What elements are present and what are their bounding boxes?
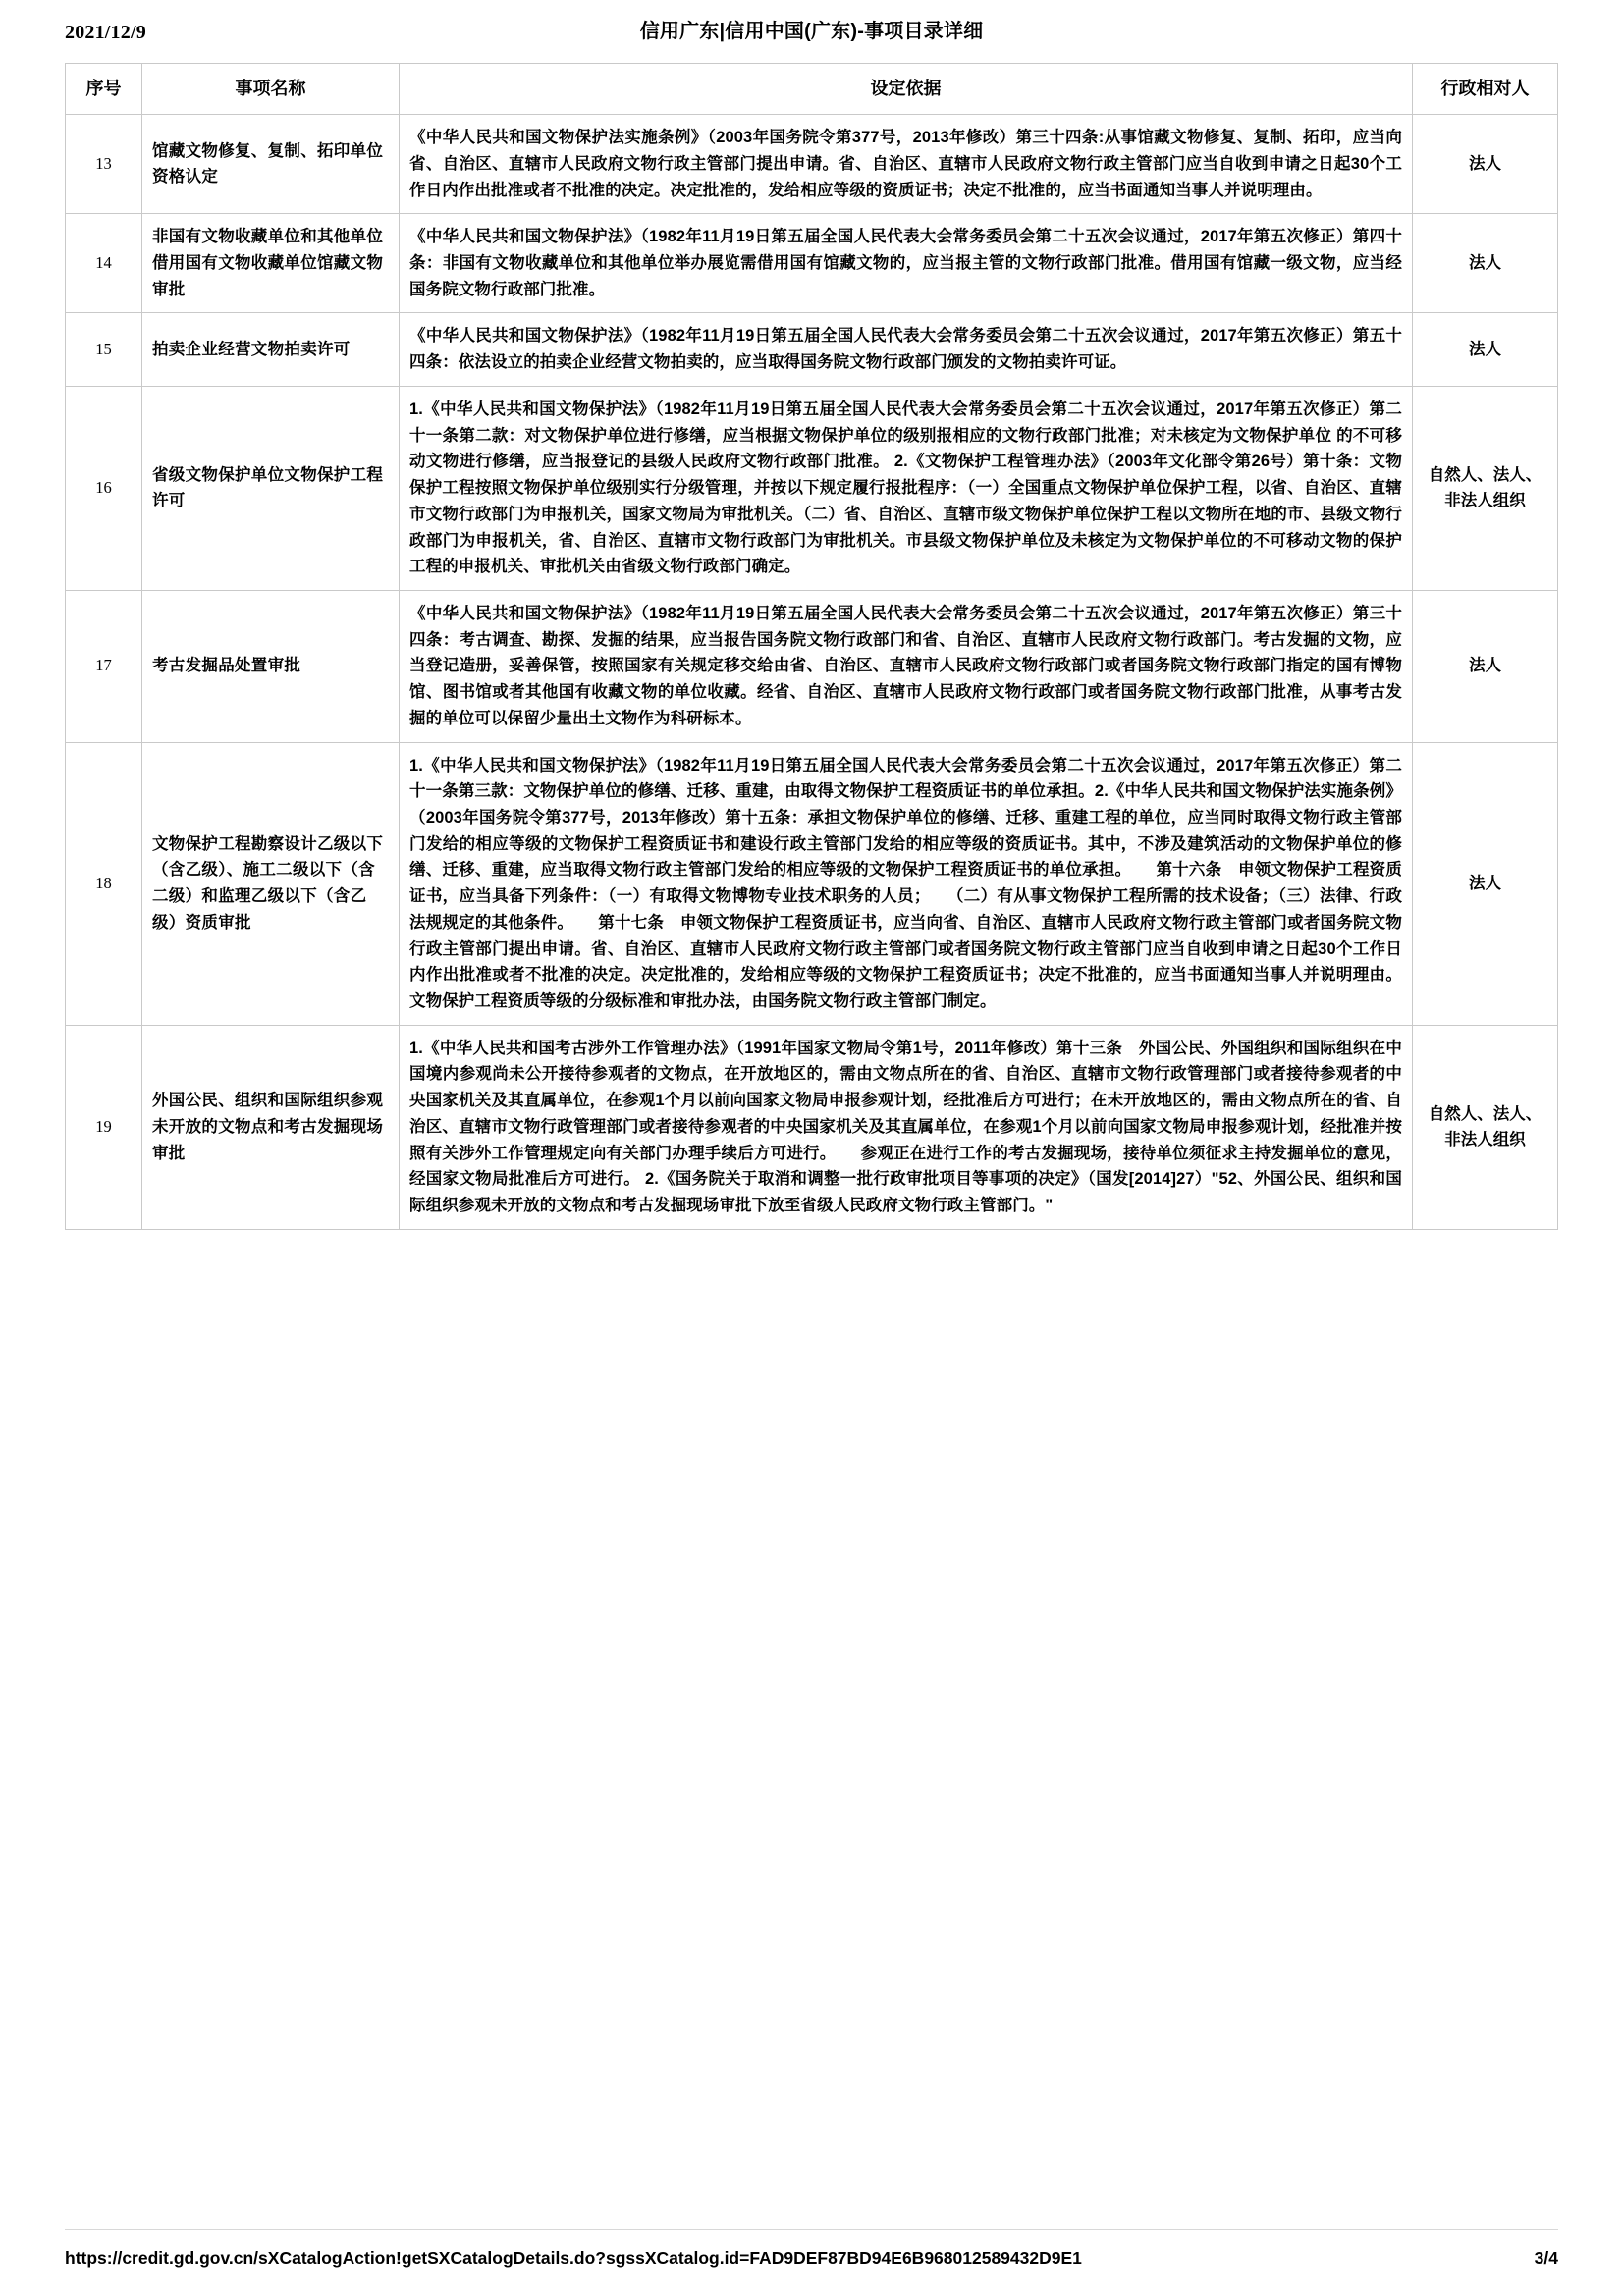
cell-legal-basis: 1.《中华人民共和国考古涉外工作管理办法》（1991年国家文物局令第1号，2011年修改）第十三条 外国公民、外国组织和国际组织在中国境内参观尚未公开接待参观者的文物点，在开放地区的，需由文物点所在的省、自治区、直辖市文物行政管理部门或者接待参观者的中央国家机关及其直属单位，在参观1个月以前向国家文物局申报参观计划，经批准后方可进行；在未开放地区的，需由文物点所在的省、自治区、直辖市文物行政管理部门或者接待参观者的中央国家机关及其直属单位，在参观1个月以前向国家文物局申报参观计划，经批准并按照有关涉外工作管理规定向有关部门办理手续后方可进行。 参观正在进行工作的考古发掘现场，接待单位须征求主持发掘单位的意见，经国家文物局批准后方可进行。 2.《国务院关于取消和调整一批行政审批项目等事项的决定》（国发[2014]27）"52、外国公民、组织和国际组织参观未开放的文物点和考古发掘现场审批下放至省级人民政府文物行政主管部门。" xyxy=(400,1025,1413,1229)
cell-legal-basis: 1.《中华人民共和国文物保护法》（1982年11月19日第五届全国人民代表大会常务委员会第二十五次会议通过，2017年第五次修正）第二十一条第二款：对文物保护单位进行修缮，应当根据文物保护单位的级别报相应的文物行政部门批准；对未核定为文物保护单位 的不可移动文物进行修缮，应当报登记的县级人民政府文物行政部门批准。 2.《文物保护工程管理办法》（2003年文化部令第26号）第十条：文物保护工程按照文物保护单位级别实行分级管理，并按以下规定履行报批程序：（一）全国重点文物保护单位保护工程，以省、自治区、直辖市文物行政部门为申报机关，国家文物局为审批机关。（二）省、自治区、直辖市级文物保护单位保护工程以文物所在地的市、县级文物行政部门为申报机关，省、自治区、直辖市文物行政部门为审批机关。市县级文物保护单位及未核定为文物保护单位的不可移动文物的保护工程的申报机关、审批机关由省级文物行政部门确定。 xyxy=(400,386,1413,590)
cell-administrative-party: 法人 xyxy=(1413,313,1558,386)
cell-sequence-number: 13 xyxy=(66,115,142,214)
table-head xyxy=(66,64,1558,115)
cell-item-name: 拍卖企业经营文物拍卖许可 xyxy=(142,313,400,386)
cell-administrative-party: 法人 xyxy=(1413,742,1558,1025)
table-row xyxy=(66,386,1558,590)
cell-administrative-party: 法人 xyxy=(1413,115,1558,214)
cell-sequence-number: 14 xyxy=(66,214,142,313)
cell-legal-basis: 1.《中华人民共和国文物保护法》（1982年11月19日第五届全国人民代表大会常务委员会第二十五次会议通过，2017年第五次修正）第二十一条第三款：文物保护单位的修缮、迁移、重建，由取得文物保护工程资质证书的单位承担。2.《中华人民共和国文物保护法实施条例》（2003年国务院令第377号，2013年修改）第十五条：承担文物保护单位的修缮、迁移、重建工程的单位，应当同时取得文物行政主管部门发给的相应等级的文物保护工程资质证书和建设行政主管部门发给的相应等级的资质证书。其中，不涉及建筑活动的文物保护单位的修缮、迁移、重建，应当取得文物行政主管部门发给的相应等级的文物保护工程资质证书的单位承担。 第十六条 申领文物保护工程资质证书，应当具备下列条件：（一）有取得文物博物专业技术职务的人员； （二）有从事文物保护工程所需的技术设备；（三）法律、行政法规规定的其他条件。 第十七条 申领文物保护工程资质证书，应当向省、自治区、直辖市人民政府文物行政主管部门或者国务院文物行政主管部门提出申请。省、自治区、直辖市人民政府文物行政主管部门或者国务院文物行政主管部门应当自收到申请之日起30个工作日内作出批准或者不批准的决定。决定批准的，发给相应等级的文物保护工程资质证书；决定不批准的，应当书面通知当事人并说明理由。文物保护工程资质等级的分级标准和审批办法，由国务院文物行政主管部门制定。 xyxy=(400,742,1413,1025)
cell-sequence-number: 19 xyxy=(66,1025,142,1229)
table-row xyxy=(66,313,1558,386)
cell-legal-basis: 《中华人民共和国文物保护法实施条例》（2003年国务院令第377号，2013年修改）第三十四条:从事馆藏文物修复、复制、拓印，应当向省、自治区、直辖市人民政府文物行政主管部门提出申请。省、自治区、直辖市人民政府文物行政主管部门应当自收到申请之日起30个工作日内作出批准或者不批准的决定。决定批准的，发给相应等级的资质证书；决定不批准的，应当书面通知当事人并说明理由。 xyxy=(400,115,1413,214)
table-header-row xyxy=(66,64,1558,115)
print-date: 2021/12/9 xyxy=(65,22,146,43)
cell-item-name: 考古发掘品处置审批 xyxy=(142,590,400,742)
footer-divider xyxy=(65,2229,1558,2230)
cell-sequence-number: 18 xyxy=(66,742,142,1025)
cell-administrative-party: 自然人、法人、非法人组织 xyxy=(1413,1025,1558,1229)
cell-administrative-party: 法人 xyxy=(1413,590,1558,742)
table-row xyxy=(66,742,1558,1025)
column-header-name: 事项名称 xyxy=(142,64,400,115)
page-footer xyxy=(0,2229,1623,2269)
source-url: https://credit.gd.gov.cn/sXCatalogAction!getSXCatalogDetails.do?sgssXCatalog.id=FAD9DEF87BD94E6B968012589432D9E1 xyxy=(65,2248,1082,2268)
cell-item-name: 文物保护工程勘察设计乙级以下（含乙级）、施工二级以下（含二级）和监理乙级以下（含乙级）资质审批 xyxy=(142,742,400,1025)
cell-legal-basis: 《中华人民共和国文物保护法》（1982年11月19日第五届全国人民代表大会常务委员会第二十五次会议通过，2017年第五次修正）第五十四条：依法设立的拍卖企业经营文物拍卖的，应当取得国务院文物行政部门颁发的文物拍卖许可证。 xyxy=(400,313,1413,386)
cell-sequence-number: 17 xyxy=(66,590,142,742)
table-body xyxy=(66,115,1558,1230)
page-number: 3/4 xyxy=(1534,2248,1558,2268)
document-title: 信用广东|信用中国(广东)-事项目录详细 xyxy=(639,20,984,42)
cell-administrative-party: 自然人、法人、非法人组织 xyxy=(1413,386,1558,590)
cell-item-name: 非国有文物收藏单位和其他单位借用国有文物收藏单位馆藏文物审批 xyxy=(142,214,400,313)
cell-item-name: 省级文物保护单位文物保护工程许可 xyxy=(142,386,400,590)
table-row xyxy=(66,214,1558,313)
running-head xyxy=(0,0,1623,57)
footer-row xyxy=(65,2248,1558,2269)
cell-item-name: 馆藏文物修复、复制、拓印单位资格认定 xyxy=(142,115,400,214)
table-row xyxy=(66,1025,1558,1229)
cell-item-name: 外国公民、组织和国际组织参观未开放的文物点和考古发掘现场审批 xyxy=(142,1025,400,1229)
cell-sequence-number: 15 xyxy=(66,313,142,386)
cell-administrative-party: 法人 xyxy=(1413,214,1558,313)
catalog-table-wrapper xyxy=(0,63,1623,1230)
table-row xyxy=(66,590,1558,742)
column-header-seq: 序号 xyxy=(66,64,142,115)
cell-sequence-number: 16 xyxy=(66,386,142,590)
column-header-basis: 设定依据 xyxy=(400,64,1413,115)
cell-legal-basis: 《中华人民共和国文物保护法》（1982年11月19日第五届全国人民代表大会常务委员会第二十五次会议通过，2017年第五次修正）第三十四条：考古调查、勘探、发掘的结果，应当报告国务院文物行政部门和省、自治区、直辖市人民政府文物行政部门。考古发掘的文物，应当登记造册，妥善保管，按照国家有关规定移交给由省、自治区、直辖市人民政府文物行政部门或者国务院文物行政部门指定的国有博物馆、图书馆或者其他国有收藏文物的单位收藏。经省、自治区、直辖市人民政府文物行政部门或者国务院文物行政部门批准，从事考古发掘的单位可以保留少量出土文物作为科研标本。 xyxy=(400,590,1413,742)
table-row xyxy=(66,115,1558,214)
cell-legal-basis: 《中华人民共和国文物保护法》（1982年11月19日第五届全国人民代表大会常务委员会第二十五次会议通过，2017年第五次修正）第四十条：非国有文物收藏单位和其他单位举办展览需借用国有馆藏文物的，应当报主管的文物行政部门批准。借用国有馆藏一级文物，应当经国务院文物行政部门批准。 xyxy=(400,214,1413,313)
catalog-table xyxy=(65,63,1558,1230)
column-header-party: 行政相对人 xyxy=(1413,64,1558,115)
